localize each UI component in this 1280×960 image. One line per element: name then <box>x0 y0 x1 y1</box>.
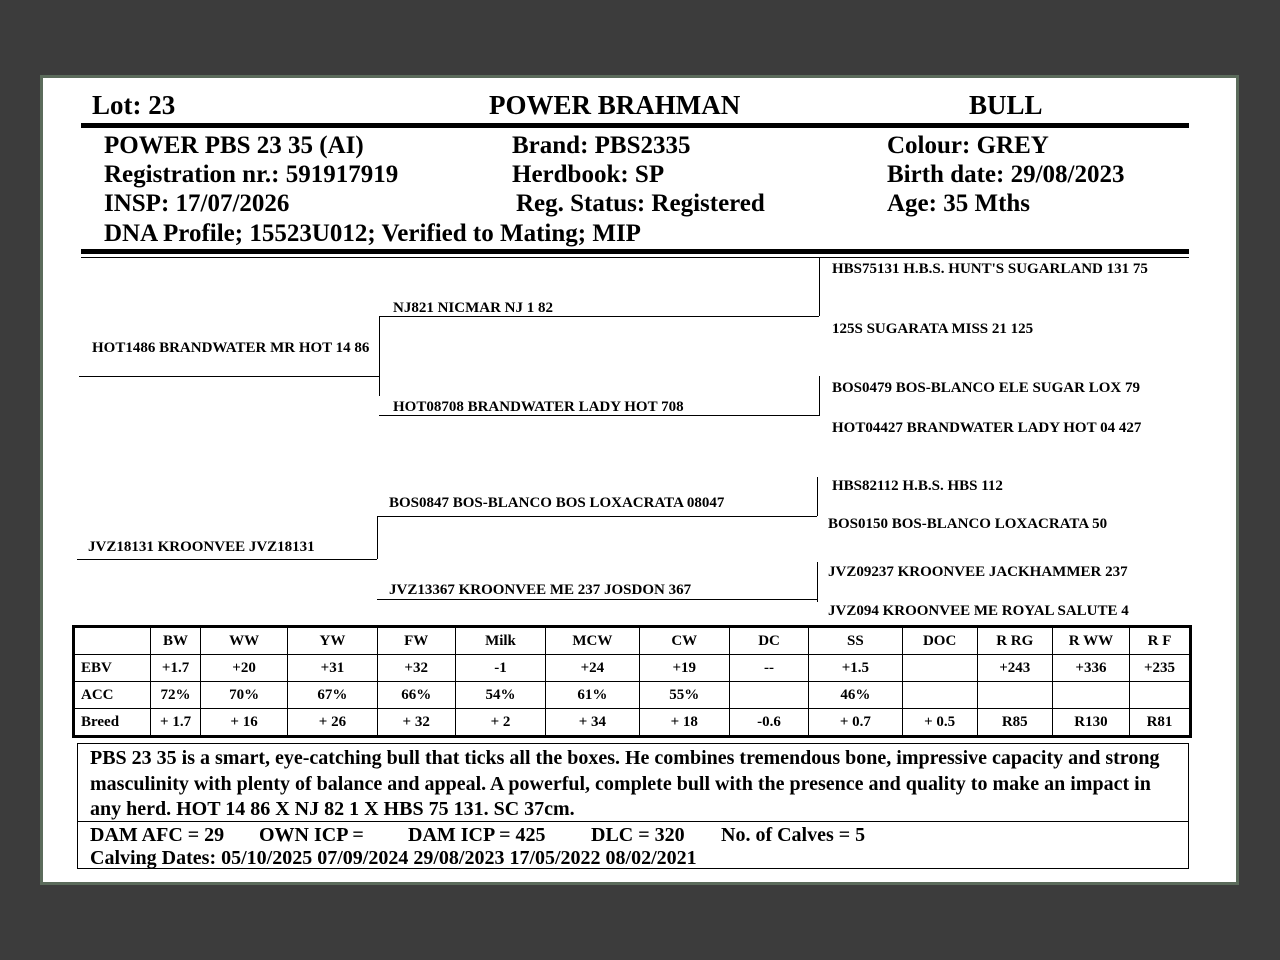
ebv-cell: +19 <box>639 655 729 682</box>
pedigree-dam-sire: BOS0847 BOS-BLANCO BOS LOXACRATA 08047 <box>389 495 725 511</box>
ebv-cell: +243 <box>977 655 1052 682</box>
pedigree-sire: HOT1486 BRANDWATER MR HOT 14 86 <box>92 340 370 356</box>
pedigree-sds: BOS0479 BOS-BLANCO ELE SUGAR LOX 79 <box>832 380 1140 396</box>
ebv-cell: +32 <box>377 655 455 682</box>
ebv-cell: R81 <box>1130 709 1191 737</box>
pedigree-line <box>817 477 818 516</box>
herdbook: Herdbook: SP <box>512 161 665 188</box>
ebv-cell: -- <box>729 655 808 682</box>
pedigree-line <box>379 415 819 416</box>
info-rule <box>81 249 1189 254</box>
pedigree-ssd: 125S SUGARATA MISS 21 125 <box>832 321 1034 337</box>
colour: Colour: GREY <box>887 132 1049 159</box>
dam-icp: DAM ICP = 425 <box>408 824 546 846</box>
comment-divider <box>78 821 1188 822</box>
ebv-cell: + 34 <box>546 709 639 737</box>
insp-date: INSP: 17/07/2026 <box>104 190 290 217</box>
ebv-cell <box>729 682 808 709</box>
pedigree-ddd: JVZ094 KROONVEE ME ROYAL SALUTE 4 <box>828 603 1129 619</box>
ebv-header-cell: R RG <box>977 627 1052 655</box>
dam-stats <box>90 824 865 870</box>
ebv-cell: + 26 <box>288 709 377 737</box>
ebv-cell: R85 <box>977 709 1052 737</box>
pedigree-line <box>79 376 379 377</box>
ebv-cell <box>902 655 977 682</box>
ebv-cell <box>902 682 977 709</box>
ebv-header-cell: YW <box>288 627 377 655</box>
animal-name: POWER PBS 23 35 (AI) <box>104 132 364 159</box>
ebv-header-cell: WW <box>200 627 287 655</box>
pedigree-sss: HBS75131 H.B.S. HUNT'S SUGARLAND 131 75 <box>832 261 1148 277</box>
breed-title: POWER BRAHMAN <box>489 90 741 120</box>
ebv-header-cell: R WW <box>1052 627 1129 655</box>
ebv-row <box>74 655 1191 682</box>
pedigree-dds: JVZ09237 KROONVEE JACKHAMMER 237 <box>828 564 1128 580</box>
ebv-cell: + 0.5 <box>902 709 977 737</box>
ebv-cell: + 32 <box>377 709 455 737</box>
ebv-cell: + 18 <box>639 709 729 737</box>
ebv-cell: +1.7 <box>151 655 201 682</box>
ebv-cell: +336 <box>1052 655 1129 682</box>
ebv-header-cell: R F <box>1130 627 1191 655</box>
ebv-header-cell: MCW <box>546 627 639 655</box>
ebv-row <box>74 709 1191 737</box>
pedigree-line <box>77 559 377 560</box>
own-icp: OWN ICP = <box>259 824 364 846</box>
no-of-calves: No. of Calves = 5 <box>721 824 866 846</box>
reg-status: Reg. Status: Registered <box>516 190 765 217</box>
ebv-cell: 54% <box>455 682 545 709</box>
ebv-cell: 72% <box>151 682 201 709</box>
ebv-header-cell: SS <box>809 627 902 655</box>
ebv-cell: R130 <box>1052 709 1129 737</box>
sex-label: BULL <box>969 90 1043 120</box>
pedigree-dsd: BOS0150 BOS-BLANCO LOXACRATA 50 <box>828 516 1108 532</box>
ebv-cell: ACC <box>74 682 151 709</box>
pedigree-dam-dam: JVZ13367 KROONVEE ME 237 JOSDON 367 <box>389 582 692 598</box>
ebv-cell: +31 <box>288 655 377 682</box>
ebv-cell: 70% <box>200 682 287 709</box>
pedigree-line <box>379 316 380 396</box>
dna-profile: DNA Profile; 15523U012; Verified to Mating; MIP <box>104 220 641 247</box>
ebv-header-cell: BW <box>151 627 201 655</box>
pedigree-line <box>819 258 820 316</box>
pedigree-line <box>377 516 817 517</box>
ebv-cell: -1 <box>455 655 545 682</box>
pedigree-sire-sire: NJ821 NICMAR NJ 1 82 <box>393 300 553 316</box>
comment-box <box>77 743 1189 869</box>
ebv-cell: 55% <box>639 682 729 709</box>
ebv-header-cell: FW <box>377 627 455 655</box>
ebv-cell: Breed <box>74 709 151 737</box>
pedigree-line <box>819 376 820 416</box>
ebv-cell: 66% <box>377 682 455 709</box>
ebv-cell: +20 <box>200 655 287 682</box>
birth-date: Birth date: 29/08/2023 <box>887 161 1125 188</box>
pedigree-sdd: HOT04427 BRANDWATER LADY HOT 04 427 <box>832 420 1142 436</box>
bull-description: PBS 23 35 is a smart, eye-catching bull that ticks all the boxes. He combines tremendous bone, impressive capacity and strong masculinity with plenty of balance and appeal. A powerful, complete bull with the presence and quality to make an impact in any herd. HOT 14 86 X NJ 82 1 X HBS 75 131. SC 37cm. <box>90 747 1160 820</box>
header-rule <box>81 123 1189 128</box>
ebv-cell: 61% <box>546 682 639 709</box>
age: Age: 35 Mths <box>887 190 1031 217</box>
ebv-cell: + 0.7 <box>809 709 902 737</box>
pedigree-sire-dam: HOT08708 BRANDWATER LADY HOT 708 <box>393 399 684 415</box>
ebv-cell <box>977 682 1052 709</box>
lot-number: Lot: 23 <box>92 90 176 120</box>
pedigree-line <box>377 599 817 600</box>
ebv-header-row <box>74 627 1191 655</box>
ebv-row <box>74 682 1191 709</box>
dlc: DLC = 320 <box>591 824 685 846</box>
ebv-cell <box>1130 682 1191 709</box>
ebv-cell <box>1052 682 1129 709</box>
ebv-cell: -0.6 <box>729 709 808 737</box>
ebv-cell: + 2 <box>455 709 545 737</box>
ebv-cell: +1.5 <box>809 655 902 682</box>
ebv-cell: 46% <box>809 682 902 709</box>
pedigree-line <box>817 562 818 602</box>
pedigree-dam: JVZ18131 KROONVEE JVZ18131 <box>88 539 315 555</box>
ebv-cell: +24 <box>546 655 639 682</box>
ebv-cell: EBV <box>74 655 151 682</box>
info-thin-rule <box>81 257 1189 258</box>
pedigree-line <box>377 516 378 559</box>
ebv-header-cell <box>74 627 151 655</box>
lot-card <box>40 75 1239 885</box>
ebv-cell: + 1.7 <box>151 709 201 737</box>
registration-number: Registration nr.: 591917919 <box>104 161 399 188</box>
ebv-table <box>72 625 1192 738</box>
pedigree-line <box>379 316 819 317</box>
ebv-header-cell: Milk <box>455 627 545 655</box>
dam-afc: DAM AFC = 29 <box>90 824 225 846</box>
ebv-header-cell: CW <box>639 627 729 655</box>
ebv-cell: 67% <box>288 682 377 709</box>
ebv-cell: +235 <box>1130 655 1191 682</box>
ebv-cell: + 16 <box>200 709 287 737</box>
ebv-header-cell: DOC <box>902 627 977 655</box>
calving-dates: Calving Dates: 05/10/2025 07/09/2024 29/08/2023 17/05/2022 08/02/2021 <box>90 847 697 869</box>
ebv-header-cell: DC <box>729 627 808 655</box>
brand: Brand: PBS2335 <box>512 132 691 159</box>
pedigree-dss: HBS82112 H.B.S. HBS 112 <box>832 478 1003 494</box>
